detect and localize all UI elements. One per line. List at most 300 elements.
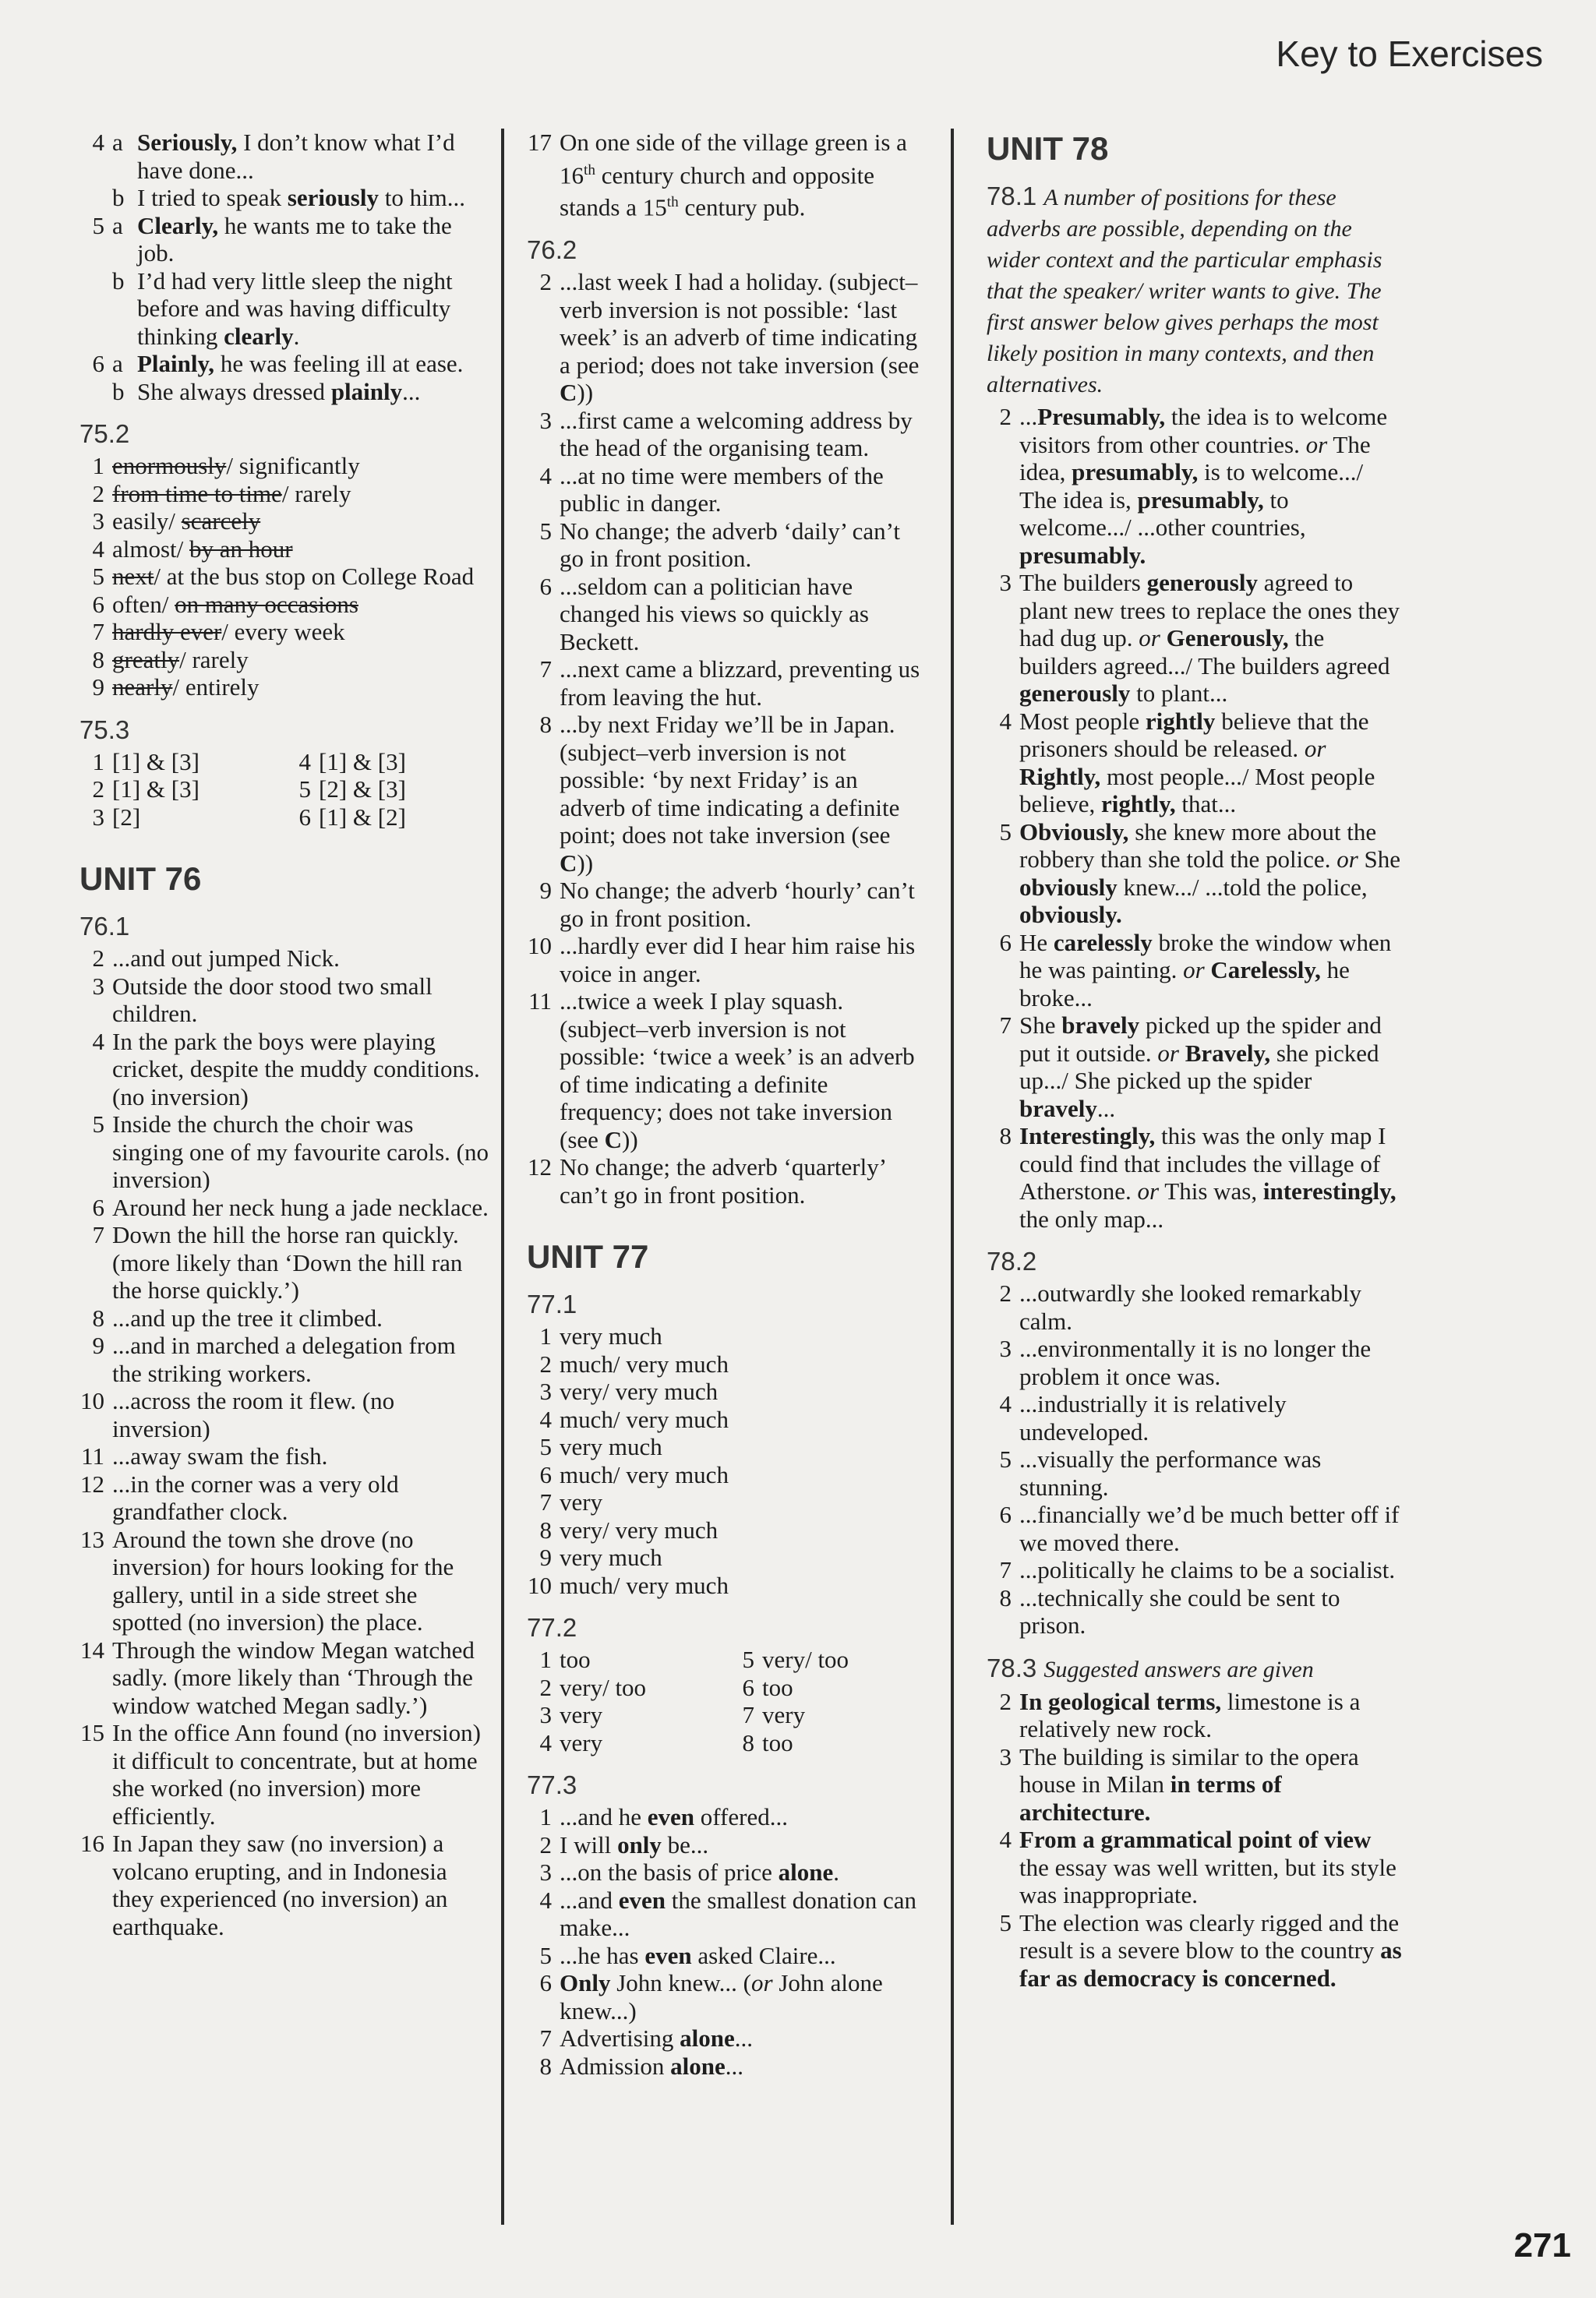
item-text: [1019, 1556, 1404, 1584]
item-number: 12: [528, 1153, 552, 1181]
section-heading-75-2: 75.2: [79, 419, 130, 448]
item-text: [137, 378, 489, 406]
text-run: or: [1137, 1177, 1160, 1205]
text-run: ...last week I had a holiday. (subject–verb inversion is not possible: ‘last week’ is an adverb of time indicating a period; does not take inversion (see: [560, 268, 920, 379]
item-number: 6: [92, 350, 104, 377]
bold-text: generously: [1146, 569, 1258, 596]
item-number: 8: [539, 1516, 552, 1544]
text-run: ...: [734, 2024, 753, 2053]
item-number: 1: [92, 747, 104, 775]
item-text: [560, 1153, 929, 1209]
text-run: ...twice a week I play squash. (subject–verb inversion is not possible: ‘twice a week’ is an adverb of time indicating a definite frequency; does not take inversion (see: [560, 987, 915, 1153]
section-intro: A number of positions for these adverbs are possible, depending on the wider context and the particular emphasis that the speaker/ writer wants to give. The first answer below gives perhaps the most likely position in many contexts, and then alternatives.: [987, 185, 1382, 397]
answer-item: [283, 803, 489, 831]
item-text: [112, 803, 283, 831]
text-run: often/: [112, 590, 175, 618]
bold-text: Presumably,: [1037, 403, 1166, 430]
item-text: [560, 711, 929, 877]
item-text: [560, 1350, 929, 1378]
item-text: [112, 1442, 489, 1470]
bold-text: plainly: [330, 377, 403, 405]
item-number: 5: [298, 775, 311, 803]
text-run: [1] & [3]: [112, 747, 200, 775]
item-number: 6: [92, 1193, 104, 1221]
item-number: 3: [539, 1859, 552, 1887]
item-text: [560, 2024, 929, 2053]
item-text: [1019, 1584, 1404, 1640]
bold-text: even: [618, 1886, 666, 1914]
struck-text: on many occasions: [175, 590, 358, 618]
answer-item: [76, 1470, 489, 1526]
item-text: [560, 1701, 726, 1729]
text-run: very/ too: [560, 1673, 647, 1701]
item-number: 8: [539, 2052, 552, 2080]
item-number: 8: [539, 711, 552, 739]
column-middle: [524, 129, 929, 2080]
item-text: [560, 1859, 929, 1887]
item-text: [137, 267, 489, 351]
bold-text: From a grammatical point of view: [1019, 1826, 1372, 1853]
struck-text: next: [112, 563, 154, 590]
item-text: [112, 1526, 489, 1636]
item-number: 8: [92, 645, 104, 673]
answer-item: [524, 517, 929, 573]
item-text: [112, 1028, 489, 1111]
text-run: No change; the adverb ‘hourly’ can’t go in front position.: [560, 877, 915, 932]
item-text: [560, 987, 929, 1153]
text-run: In the park the boys were playing cricket, despite the muddy conditions. (no inversion): [112, 1027, 480, 1110]
bold-text: in terms of architecture.: [1019, 1770, 1282, 1826]
item-text: [560, 1488, 929, 1516]
item-number: 8: [999, 1583, 1012, 1611]
item-number: [76, 378, 112, 406]
item-text: [112, 480, 489, 508]
text-run: very/ very much: [560, 1516, 719, 1544]
text-run: ...: [1096, 1094, 1116, 1122]
item-number: 11: [528, 987, 552, 1015]
section-note: Suggested answers are given: [1043, 1656, 1314, 1682]
section-heading-78-1: [987, 182, 1404, 400]
text-run: I don’t know what I’d have done...: [137, 129, 455, 184]
item-text: [762, 1729, 929, 1757]
item-number: 9: [92, 673, 104, 701]
text-run: John knew... (: [610, 1969, 751, 1997]
item-text: [112, 1470, 489, 1526]
text-run: agreed to plant new trees to replace the ones they had dug up.: [1019, 569, 1400, 651]
answer-item: [76, 1028, 489, 1111]
text-run: The idea,: [1019, 430, 1371, 485]
item-number: 7: [539, 2024, 552, 2053]
answer-item: [76, 1526, 489, 1636]
item-text: [112, 507, 489, 535]
item-text: [560, 877, 929, 932]
text-run: John alone knew...): [560, 1969, 883, 2024]
item-text: [112, 1221, 489, 1304]
text-run: / rarely: [281, 479, 351, 507]
text-run: picked up the spider and put it outside.: [1019, 1011, 1382, 1067]
text-run: th: [584, 161, 595, 178]
text-run: ...he has: [560, 1941, 645, 1969]
answer-item: [983, 1122, 1404, 1233]
answer-item: [76, 646, 489, 674]
text-run: ...and he: [560, 1803, 648, 1831]
item-text: [112, 646, 489, 674]
section-78-2-list: [983, 1280, 1404, 1640]
text-run: or: [1183, 956, 1205, 983]
text-run: [1] & [3]: [112, 775, 200, 803]
item-number: 3: [92, 972, 104, 1000]
item-number: 5: [92, 563, 104, 590]
bold-text: obviously.: [1019, 901, 1122, 928]
text-run: )): [577, 849, 594, 877]
text-run: or: [751, 1969, 773, 1997]
item-number: 4: [999, 1826, 1012, 1853]
unit-heading-77: UNIT 77: [527, 1238, 649, 1276]
answer-item: [524, 462, 929, 517]
bold-text: carelessly: [1053, 928, 1153, 956]
bold-text: even: [644, 1941, 692, 1969]
item-text: [1019, 1688, 1404, 1743]
item-text: [560, 1461, 929, 1489]
text-run: ...: [725, 2052, 743, 2080]
item-number: 5: [539, 1433, 552, 1461]
section-number: 78.3: [987, 1653, 1037, 1682]
answer-item: [76, 944, 489, 973]
text-run: th: [666, 194, 679, 211]
text-run: ...: [402, 377, 421, 405]
answer-item: [76, 1221, 489, 1304]
text-run: very much: [560, 1544, 662, 1572]
item-letter: b: [112, 184, 125, 211]
answer-item: [76, 267, 489, 351]
item-number: 7: [999, 1556, 1012, 1583]
item-letter: b: [112, 267, 125, 295]
item-number: 7: [539, 655, 552, 683]
text-run: or: [1304, 735, 1326, 762]
answer-item: [76, 1719, 489, 1830]
item-number: 6: [999, 1501, 1012, 1528]
item-number: 3: [999, 569, 1012, 596]
answer-item: [76, 1830, 489, 1940]
item-text: [560, 2053, 929, 2081]
item-number: 13: [80, 1525, 104, 1553]
bold-text: presumably.: [1019, 541, 1146, 569]
item-number: 8: [742, 1728, 754, 1756]
item-number: 5: [999, 1908, 1012, 1936]
text-run: ...financially we’d be much better off if we moved there.: [1019, 1501, 1400, 1556]
item-number: 4: [999, 1390, 1012, 1417]
item-number: 3: [539, 406, 552, 434]
text-run: the idea is to welcome visitors from other countries.: [1019, 403, 1388, 458]
bold-text: alone: [778, 1859, 834, 1887]
item-text: [560, 129, 929, 221]
text-run: ...hardly ever did I hear him raise his voice in anger.: [560, 932, 916, 987]
item-number: 4: [298, 747, 311, 775]
text-run: )): [622, 1125, 638, 1153]
item-number: 2: [999, 1280, 1012, 1307]
answer-item: [283, 748, 489, 776]
item-text: [112, 1830, 489, 1940]
text-run: that...: [1175, 790, 1237, 817]
text-run: much/ very much: [560, 1460, 729, 1488]
text-run: Around her neck hung a jade necklace.: [112, 1193, 489, 1221]
answer-item: [524, 1406, 929, 1434]
bold-text: C: [604, 1125, 623, 1153]
item-number: 4: [92, 129, 104, 156]
item-letter: a: [112, 129, 123, 156]
section-heading-77-1: 77.1: [527, 1290, 577, 1319]
answer-item: [983, 818, 1404, 929]
section-78-3-list: [983, 1688, 1404, 1993]
bold-text: Clearly,: [137, 211, 219, 239]
bold-text: C: [560, 849, 577, 877]
item-text: [560, 1831, 929, 1859]
item-number: 4: [539, 1728, 552, 1756]
item-number: [76, 267, 112, 351]
text-run: The building is similar to the opera house in Milan: [1019, 1742, 1359, 1798]
answer-item: [983, 1501, 1404, 1556]
text-run: ...and: [560, 1886, 619, 1914]
bold-text: bravely: [1019, 1094, 1097, 1122]
answer-item: [76, 535, 489, 563]
item-number: 2: [999, 1687, 1012, 1715]
item-number: 3: [539, 1378, 552, 1406]
answer-item: [524, 1572, 929, 1600]
text-run: the only map...: [1019, 1205, 1164, 1233]
text-run: ...outwardly she looked remarkably calm.: [1019, 1280, 1362, 1335]
text-run: )): [577, 379, 594, 407]
item-text: [560, 1969, 929, 2024]
text-run: [2]: [112, 803, 141, 831]
answer-item: [76, 129, 489, 184]
bold-text: Only: [560, 1969, 611, 1997]
text-run: broke the window when he was painting.: [1019, 928, 1392, 983]
answer-item: [76, 1194, 489, 1222]
text-run: I’d had very little sleep the night before and was having difficulty thinking: [137, 267, 453, 350]
text-run: ...environmentally it is no longer the problem it once was.: [1019, 1335, 1372, 1390]
item-text: [137, 129, 489, 184]
item-number: 10: [80, 1387, 104, 1414]
bold-text: obviously: [1019, 873, 1118, 901]
item-number: 7: [92, 1221, 104, 1248]
answer-item: [524, 1488, 929, 1516]
answer-item: [726, 1646, 929, 1674]
item-text: [1019, 1011, 1404, 1122]
answer-item: [76, 748, 283, 776]
text-run: the essay was well written, but its style was inappropriate.: [1019, 1853, 1396, 1908]
text-run: ...away swam the fish.: [112, 1442, 328, 1470]
bold-text: Bravely,: [1185, 1039, 1271, 1067]
answer-item: [76, 507, 489, 535]
text-run: much/ very much: [560, 1350, 729, 1378]
item-text: [112, 944, 489, 973]
item-number: 10: [528, 932, 552, 960]
bold-text: Seriously,: [137, 129, 238, 156]
text-run: [1160, 624, 1167, 651]
text-run: very: [560, 1701, 603, 1729]
text-run: / at the bus stop on College Road: [154, 563, 475, 590]
answer-item: [524, 2053, 929, 2081]
text-run: In Japan they saw (no inversion) a volcano erupting, and in Indonesia they experienced (no inversion) an earthquake.: [112, 1830, 448, 1940]
text-run: She: [1358, 845, 1401, 873]
answer-item: [76, 1442, 489, 1470]
item-text: [137, 184, 489, 212]
text-run: She always dressed: [137, 377, 331, 405]
item-text: [762, 1674, 929, 1702]
item-text: [560, 1322, 929, 1350]
text-run: .: [833, 1859, 840, 1887]
answer-item: [983, 1556, 1404, 1584]
page-number: 271: [1513, 2226, 1571, 2264]
answer-item: [524, 573, 929, 656]
text-run: ...seldom can a politician have changed his views so quickly as Beckett.: [560, 572, 869, 655]
answer-item: [76, 1332, 489, 1387]
text-run: This was,: [1159, 1177, 1263, 1205]
text-run: ...by next Friday we’ll be in Japan. (subject–verb inversion is not possible: ‘by next Friday’ is an adverb of time indicating a definite point; does not take inversion (see: [560, 711, 900, 849]
text-run: ...at no time were members of the public in danger.: [560, 461, 884, 517]
item-text: [112, 618, 489, 646]
item-number: 11: [81, 1442, 104, 1470]
unit-heading-78: UNIT 78: [987, 130, 1109, 167]
answer-item: [524, 1701, 726, 1729]
item-text: [1019, 1280, 1404, 1335]
item-text: [112, 1194, 489, 1222]
page-header: Key to Exercises: [1276, 34, 1543, 74]
answer-item: [524, 1516, 929, 1544]
item-number: 9: [92, 1332, 104, 1359]
item-number: 4: [999, 707, 1012, 735]
item-text: [762, 1701, 929, 1729]
item-text: [1019, 1122, 1404, 1233]
bold-text: alone: [670, 2052, 726, 2080]
text-run: ...and out jumped Nick.: [112, 944, 340, 972]
item-text: [112, 563, 489, 591]
item-text: [1019, 818, 1404, 929]
answer-item: [524, 655, 929, 711]
answer-item: [983, 403, 1404, 569]
item-text: [112, 452, 489, 480]
bold-text: Plainly,: [137, 350, 215, 377]
answer-item: [524, 711, 929, 877]
text-run: very/ very much: [560, 1378, 719, 1406]
answer-item: [983, 1826, 1404, 1909]
section-heading-77-3: 77.3: [527, 1770, 577, 1800]
bold-text: as far as democracy is concerned.: [1019, 1936, 1402, 1992]
item-number: 2: [92, 479, 104, 507]
item-number: 3: [999, 1742, 1012, 1770]
text-run: Advertising: [560, 2024, 680, 2053]
item-text: [137, 212, 489, 267]
bold-text: Generously,: [1166, 624, 1289, 651]
text-run: very: [560, 1728, 603, 1756]
answer-item: [76, 973, 489, 1028]
bold-text: rightly: [1145, 707, 1216, 735]
answer-item: [76, 350, 489, 378]
item-number: 2: [539, 1830, 552, 1859]
bold-text: even: [647, 1803, 695, 1831]
answer-item: [983, 708, 1404, 818]
text-run: The election was clearly rigged and the result is a severe blow to the country: [1019, 1908, 1400, 1964]
answer-item: [524, 1969, 929, 2024]
item-number: 1: [539, 1646, 552, 1674]
item-text: [112, 1636, 489, 1720]
text-run: Through the window Megan watched sadly. (more likely than ‘Through the window watched Megan sadly.’): [112, 1636, 475, 1719]
item-text: [560, 1378, 929, 1406]
answer-item: [76, 591, 489, 619]
item-number: 9: [539, 1544, 552, 1572]
bold-text: interestingly,: [1262, 1177, 1396, 1205]
text-run: [1] & [2]: [319, 803, 406, 831]
item-text: [1019, 1826, 1404, 1909]
item-number: 3: [999, 1335, 1012, 1362]
text-run: / every week: [221, 618, 345, 645]
item-letter: a: [112, 350, 123, 377]
answer-item: [524, 877, 929, 932]
text-run: very: [762, 1701, 806, 1729]
column-left: [76, 129, 489, 1940]
bold-text: only: [617, 1830, 662, 1859]
struck-text: hardly ever: [112, 618, 222, 645]
text-run: is to welcome.../ The idea is,: [1019, 458, 1364, 514]
text-run: / significantly: [226, 452, 360, 479]
answer-item: [524, 1729, 726, 1757]
answer-item: [524, 1646, 726, 1674]
item-text: [560, 517, 929, 573]
text-run: century church and opposite stands a 15: [560, 161, 875, 221]
answer-item: [524, 1350, 929, 1378]
item-text: [560, 932, 929, 987]
item-text: [112, 1719, 489, 1830]
struck-text: from time to time: [112, 479, 282, 507]
bold-text: Interestingly,: [1019, 1122, 1156, 1149]
answer-item: [983, 1743, 1404, 1827]
section-heading-75-3: 75.3: [79, 715, 130, 744]
text-run: Inside the church the choir was singing one of my favourite carols. (no inversion): [112, 1110, 489, 1193]
item-number: 4: [539, 461, 552, 489]
item-number: 2: [92, 775, 104, 803]
section-77-1-list: [524, 1322, 929, 1599]
bold-text: In geological terms,: [1019, 1687, 1222, 1715]
item-number: 3: [92, 507, 104, 535]
item-number: 6: [539, 572, 552, 600]
item-text: [112, 1110, 489, 1194]
text-run: easily/: [112, 507, 182, 535]
text-run: ...technically she could be sent to prison.: [1019, 1583, 1340, 1639]
text-run: Outside the door stood two small children.: [112, 972, 433, 1027]
item-text: [1019, 929, 1404, 1012]
section-75-3-list: [76, 748, 489, 831]
item-text: [137, 350, 489, 378]
text-run: the builders agreed.../ The builders agreed: [1019, 624, 1390, 680]
text-run: most people.../ Most people believe,: [1019, 762, 1375, 817]
item-number: 1: [539, 1803, 552, 1831]
text-run: [1] & [3]: [319, 747, 406, 775]
item-text: [560, 462, 929, 517]
text-run: ...in the corner was a very old grandfather clock.: [112, 1470, 399, 1525]
column-divider: [951, 129, 954, 2225]
item-number: 16: [80, 1830, 104, 1857]
text-run: he broke...: [1019, 956, 1350, 1011]
bold-text: Obviously,: [1019, 817, 1129, 845]
item-text: [560, 268, 929, 407]
item-text: [319, 803, 489, 831]
text-run: I will: [560, 1830, 618, 1859]
section-76-1-continued: [524, 129, 929, 221]
item-number: 2: [539, 1350, 552, 1378]
item-text: [560, 1572, 929, 1600]
bold-text: Carelessly,: [1210, 956, 1321, 983]
item-number: 5: [92, 1110, 104, 1138]
